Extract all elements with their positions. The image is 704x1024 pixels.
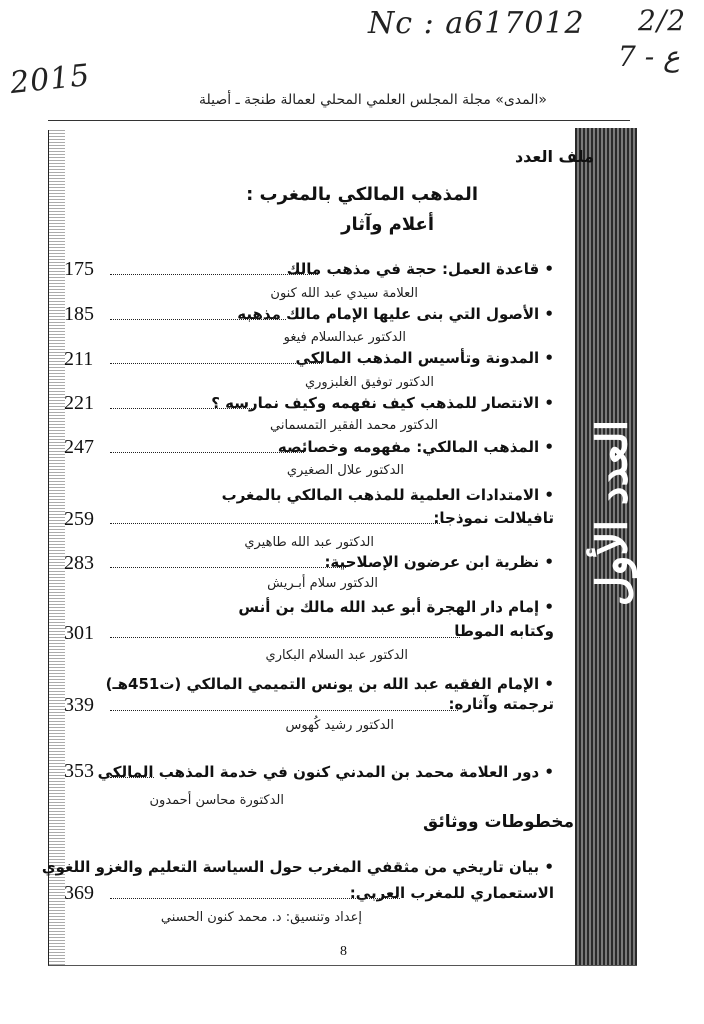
toc-page-number: 339 xyxy=(64,694,94,716)
toc-page-number: 369 xyxy=(64,882,94,904)
toc-page-number: 221 xyxy=(64,392,94,414)
toc-entry-title[interactable]: • المذهب المالكي: مفهومه وخصائصه xyxy=(277,438,554,456)
toc-page-number: 247 xyxy=(64,436,94,458)
toc-page-number: 301 xyxy=(64,622,94,644)
leader-dots xyxy=(110,363,322,364)
page-folio: 8 xyxy=(340,944,347,959)
toc-entry-title[interactable]: • المدونة وتأسيس المذهب المالكي xyxy=(295,349,554,367)
toc-author: العلامة سيدي عبد الله كنون xyxy=(270,286,418,301)
toc-author: الدكتورة محاسن أحمدون xyxy=(149,793,284,808)
section-label-manuscripts: مخطوطات ووثائق xyxy=(423,812,574,832)
toc-entry-title[interactable]: • الإمام الفقيه عبد الله بن يونس التميمي المالكي (ت451هـ) xyxy=(105,675,554,693)
leader-dots xyxy=(110,567,346,568)
leader-dots xyxy=(110,710,458,711)
toc-author: الدكتور عبدالسلام فيغو xyxy=(283,330,406,345)
side-band-title: العدد الأول xyxy=(587,419,637,607)
handwritten-issue-mark: ع - 7 xyxy=(618,40,680,73)
toc-page-number: 185 xyxy=(64,303,94,325)
leader-dots xyxy=(110,637,460,638)
section-label: ملف العدد xyxy=(514,147,594,166)
running-header: «المدى» مجلة المجلس العلمي المحلي لعمالة طنجة ـ أصيلة xyxy=(199,92,547,108)
toc-entry-title[interactable]: • نظرية ابن عرضون الإصلاحية: xyxy=(324,553,554,571)
handwritten-catalog-code: Nc : a617012 xyxy=(368,6,585,41)
toc-entry-title[interactable]: • الأصول التي بنى عليها الإمام مالك مذهبه xyxy=(237,305,554,323)
toc-entry-title[interactable]: • إمام دار الهجرة أبو عبد الله مالك بن أنس xyxy=(238,598,554,616)
leader-dots xyxy=(110,319,286,320)
toc-entry-title[interactable]: • دور العلامة محمد بن المدني كنون في خدمة المذهب المالكي xyxy=(97,763,554,781)
toc-author: الدكتور توفيق الغلبزوري xyxy=(304,375,434,390)
leader-dots xyxy=(110,777,154,778)
toc-entry-title[interactable]: • بيان تاريخي من مثقفي المغرب حول السياسة التعليم والغزو اللغوي xyxy=(41,858,554,876)
handwritten-page-count: 2/2 xyxy=(638,4,687,37)
header-rule xyxy=(48,120,630,121)
leader-dots xyxy=(110,408,254,409)
toc-page-number: 175 xyxy=(64,258,94,280)
toc-entry-title-continued[interactable]: وكتابه الموطا xyxy=(454,622,554,640)
scan-speckle xyxy=(49,130,65,965)
leader-dots xyxy=(110,274,318,275)
toc-author: الدكتور عبد السلام البكاري xyxy=(265,648,408,663)
toc-entry-title-continued[interactable]: الاستعماري للمغرب العربي: xyxy=(349,884,554,902)
toc-entry-title-continued[interactable]: تافيلالت نموذجا: xyxy=(433,509,554,527)
toc-author: الدكتور علال الصغيري xyxy=(286,463,404,478)
main-title: المذهب المالكي بالمغرب : xyxy=(246,184,478,205)
toc-author: إعداد وتنسيق: د. محمد كنون الحسني xyxy=(160,910,362,925)
toc-page-number: 259 xyxy=(64,508,94,530)
handwritten-year: 2015 xyxy=(8,57,92,102)
toc-author: الدكتور محمد الفقير التمسماني xyxy=(270,418,438,433)
main-subtitle: أعلام وآثار xyxy=(341,214,434,235)
toc-entry-title-continued[interactable]: ترجمته وآثاره: xyxy=(448,695,554,713)
leader-dots xyxy=(110,452,304,453)
leader-dots xyxy=(110,898,400,899)
toc-entry-title[interactable]: • الانتصار للمذهب كيف نفهمه وكيف نمارسه ؟ xyxy=(211,394,554,412)
toc-page-number: 211 xyxy=(64,348,94,370)
leader-dots xyxy=(110,523,440,524)
toc-entry-title[interactable]: • قاعدة العمل: حجة في مذهب مالك xyxy=(286,260,554,278)
toc-author: الدكتور عبد الله طاهيري xyxy=(244,535,374,550)
toc-page-number: 353 xyxy=(64,760,94,782)
toc-entry-title[interactable]: • الامتدادات العلمية للمذهب المالكي بالمغرب xyxy=(221,486,554,504)
toc-page-number: 283 xyxy=(64,552,94,574)
toc-author: الدكتور رشيد كُهوس xyxy=(285,718,394,733)
side-band xyxy=(575,128,637,965)
toc-author: الدكتور سلام أبـريش xyxy=(267,576,378,591)
